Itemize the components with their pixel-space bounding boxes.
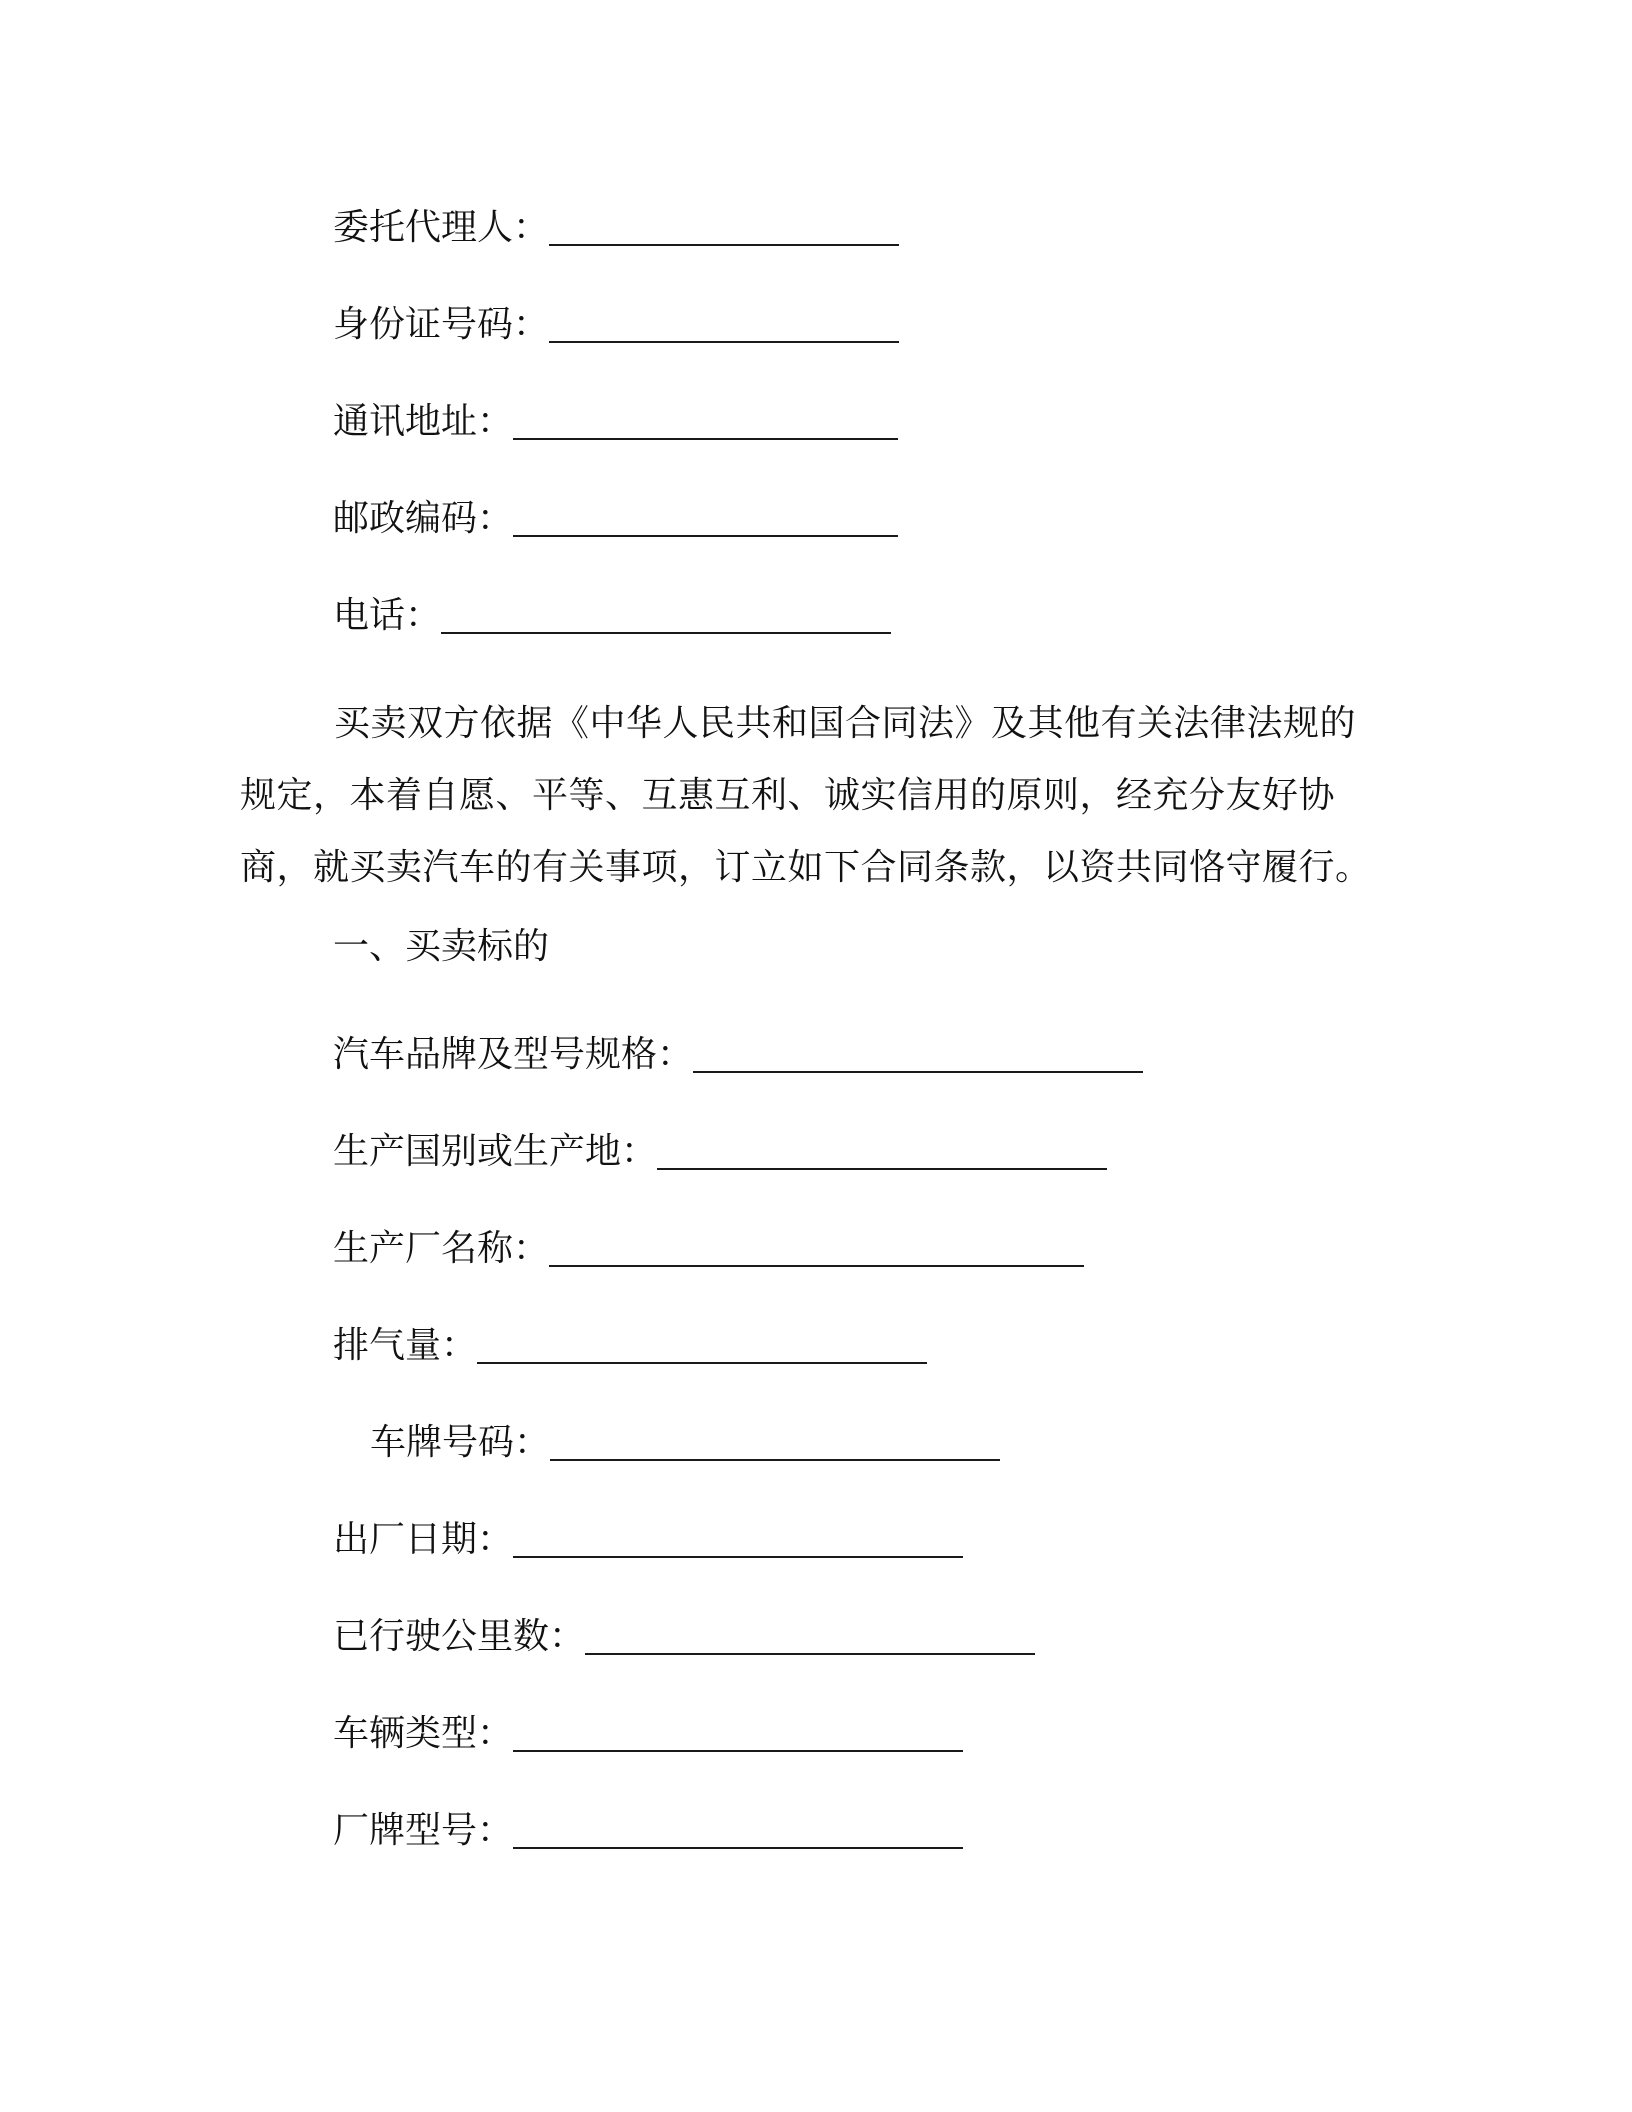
section-heading: 一、买卖标的 <box>333 926 550 967</box>
origin-field <box>333 1114 1107 1174</box>
manufacturer-blank[interactable] <box>549 1225 1084 1267</box>
address-field <box>333 384 898 444</box>
agent-field <box>333 190 899 250</box>
id-number-field <box>333 287 899 347</box>
mileage-label: 已行驶公里数： <box>333 1616 586 1657</box>
brand-type-label: 厂牌型号： <box>333 1810 514 1851</box>
phone-blank[interactable] <box>441 592 891 634</box>
brand-model-blank[interactable] <box>693 1031 1143 1073</box>
postal-code-blank[interactable] <box>513 495 898 537</box>
manufacturer-field <box>333 1211 1084 1271</box>
brand-model-field <box>333 1017 1143 1077</box>
postal-code-field <box>333 481 898 541</box>
production-date-blank[interactable] <box>513 1516 963 1558</box>
agent-blank[interactable] <box>549 204 899 246</box>
displacement-label: 排气量： <box>333 1325 478 1366</box>
brand-model-label: 汽车品牌及型号规格： <box>333 1034 694 1075</box>
plate-number-label: 车牌号码： <box>370 1422 551 1463</box>
intro-paragraph: 买卖双方依据《中华人民共和国合同法》及其他有关法律法规的规定，本着自愿、平等、互惠互利、诚实信用的原则，经充分友好协商，就买卖汽车的有关事项，订立如下合同条款，以资共同恪守履行。 <box>240 703 1372 888</box>
origin-label: 生产国别或生产地： <box>333 1131 658 1172</box>
address-blank[interactable] <box>513 398 898 440</box>
agent-label: 委托代理人： <box>333 207 550 248</box>
production-date-field <box>333 1502 963 1562</box>
vehicle-type-blank[interactable] <box>513 1710 963 1752</box>
displacement-blank[interactable] <box>477 1322 927 1364</box>
postal-code-label: 邮政编码： <box>333 498 514 539</box>
brand-type-blank[interactable] <box>513 1807 963 1849</box>
origin-blank[interactable] <box>657 1128 1107 1170</box>
plate-number-blank[interactable] <box>550 1419 1000 1461</box>
mileage-field <box>333 1599 1035 1659</box>
id-number-label: 身份证号码： <box>333 304 550 345</box>
plate-number-field <box>370 1405 1000 1465</box>
address-label: 通讯地址： <box>333 401 514 442</box>
production-date-label: 出厂日期： <box>333 1519 514 1560</box>
brand-type-field <box>333 1793 963 1853</box>
manufacturer-label: 生产厂名称： <box>333 1228 550 1269</box>
id-number-blank[interactable] <box>549 301 899 343</box>
phone-label: 电话： <box>333 595 442 636</box>
vehicle-type-field <box>333 1696 963 1756</box>
mileage-blank[interactable] <box>585 1613 1035 1655</box>
phone-field <box>333 578 891 638</box>
displacement-field <box>333 1308 927 1368</box>
vehicle-type-label: 车辆类型： <box>333 1713 514 1754</box>
